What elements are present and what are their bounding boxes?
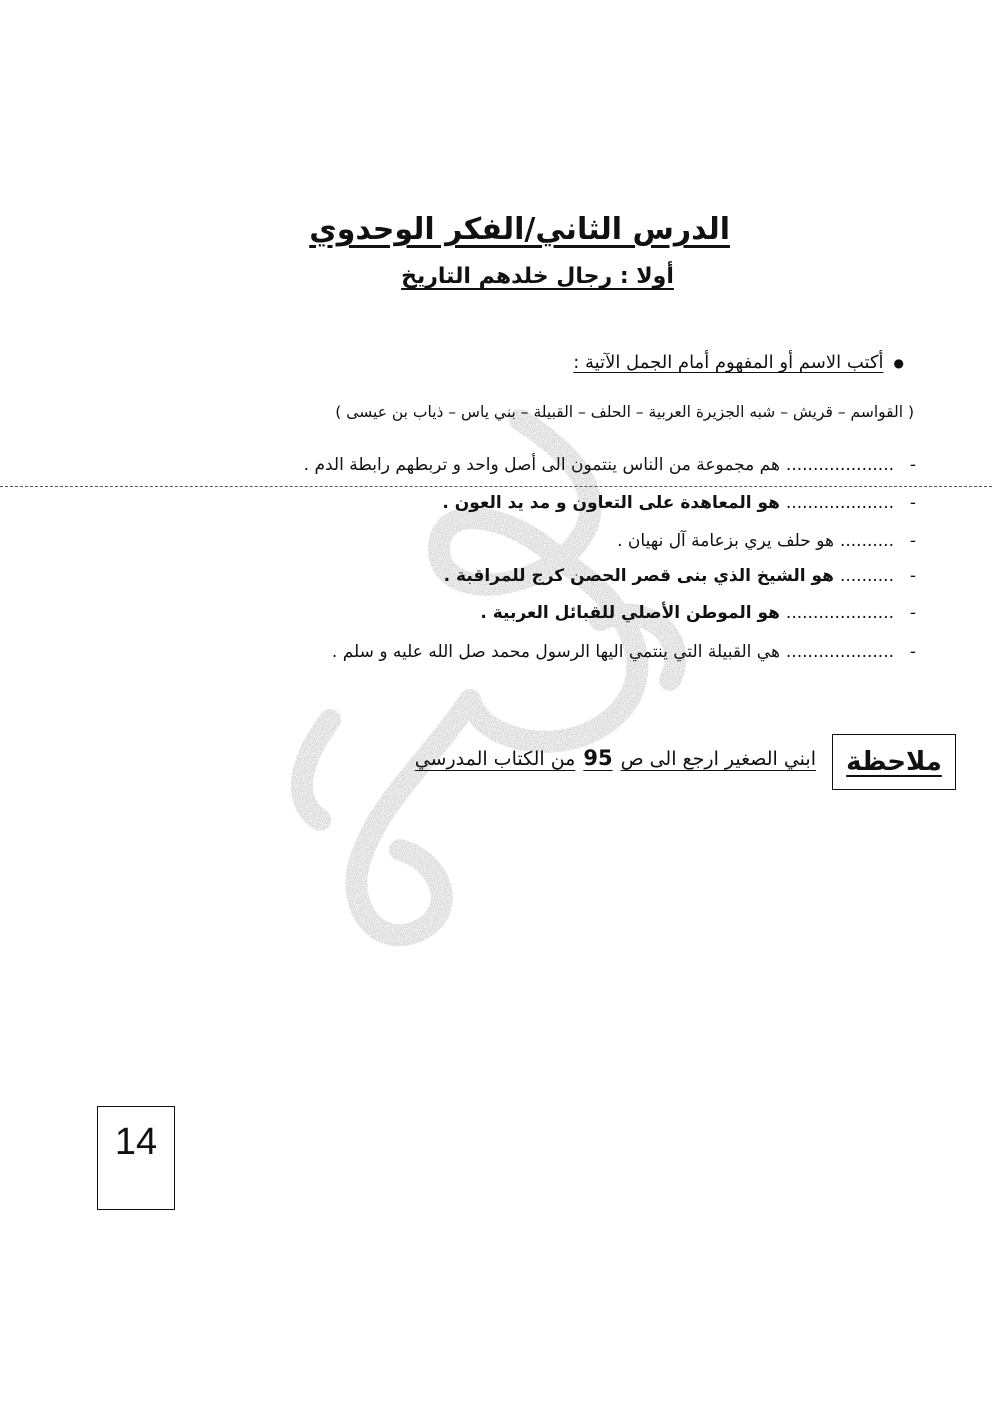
note-page-ref: 95 bbox=[583, 746, 613, 770]
question-dash: - bbox=[909, 455, 917, 475]
question-dash: - bbox=[909, 531, 917, 551]
instruction bbox=[573, 352, 904, 373]
question-dash: - bbox=[909, 566, 917, 586]
note-label-box bbox=[832, 734, 956, 790]
question-text: هو الموطن الأصلي للقبائل العربية . bbox=[480, 603, 780, 623]
answer-blank[interactable]: .................... bbox=[785, 603, 894, 623]
question-row bbox=[444, 566, 932, 586]
note-label: ملاحظة bbox=[846, 747, 942, 777]
bullet-icon: ● bbox=[893, 356, 904, 370]
question-row bbox=[617, 531, 932, 551]
question-row bbox=[332, 642, 932, 662]
page-number: 14 bbox=[114, 1121, 158, 1163]
question-row bbox=[480, 603, 932, 623]
section-title: أولا : رجال خلدهم التاريخ bbox=[401, 264, 674, 289]
question-text: هي القبيلة التي ينتمي اليها الرسول محمد صل الله عليه و سلم . bbox=[331, 642, 780, 662]
question-row bbox=[304, 455, 932, 475]
instruction-text: أكتب الاسم أو المفهوم أمام الجمل الآتية : bbox=[573, 352, 884, 373]
answer-blank[interactable]: .......... bbox=[839, 531, 894, 551]
note-text bbox=[415, 746, 816, 770]
answer-blank[interactable]: .......... bbox=[839, 566, 894, 586]
answer-blank[interactable]: .................... bbox=[785, 455, 894, 475]
question-dash: - bbox=[909, 642, 917, 662]
question-text: هو المعاهدة على التعاون و مد يد العون . bbox=[442, 493, 780, 513]
word-bank: ( القواسم – قريش – شبه الجزيرة العربية – الحلف – القبيلة – بني ياس – ذياب بن عيسى ) bbox=[335, 403, 914, 421]
question-text: هم مجموعة من الناس ينتمون الى أصل واحد و تربطهم رابطة الدم . bbox=[303, 455, 780, 475]
answer-blank[interactable]: .................... bbox=[785, 642, 894, 662]
question-dash: - bbox=[909, 603, 917, 623]
note-text-after: من الكتاب المدرسي bbox=[414, 748, 576, 770]
question-text: هو الشيخ الذي بنى قصر الحصن كرج للمراقبة . bbox=[443, 566, 834, 586]
question-text: هو حلف يري بزعامة آل نهيان . bbox=[617, 531, 834, 551]
answer-blank[interactable]: .................... bbox=[785, 493, 894, 513]
page-number-box bbox=[97, 1106, 175, 1210]
question-row bbox=[442, 493, 932, 513]
note-text-before: ابني الصغير ارجع الى ص bbox=[620, 748, 816, 770]
question-dash: - bbox=[909, 493, 917, 513]
dashed-separator bbox=[0, 486, 992, 487]
lesson-title: الدرس الثاني/الفكر الوحدوي bbox=[309, 212, 730, 247]
